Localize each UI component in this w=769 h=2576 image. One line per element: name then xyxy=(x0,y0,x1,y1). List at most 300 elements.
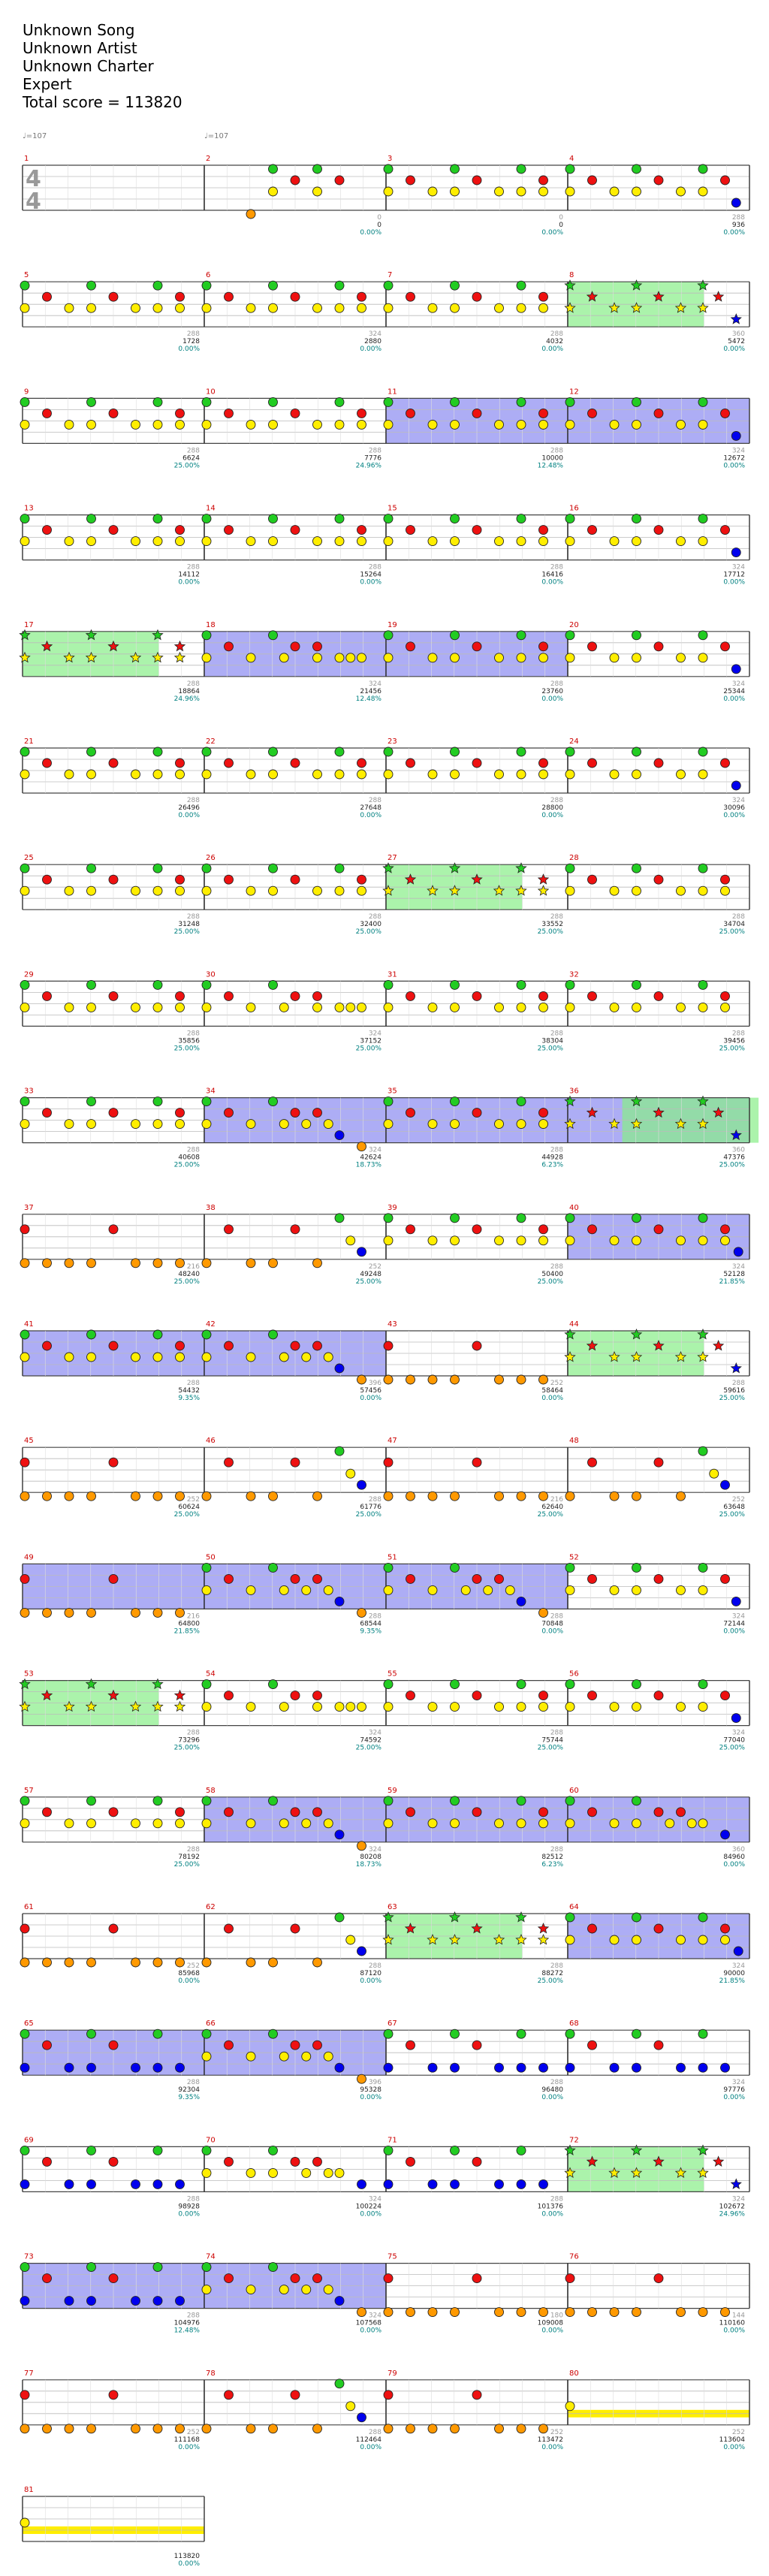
sp-percentage: 25.00% xyxy=(355,1045,381,1053)
note-yellow xyxy=(721,886,730,895)
note-red xyxy=(43,759,52,768)
note-yellow xyxy=(324,1819,333,1828)
note-green xyxy=(565,631,574,640)
sp-percentage: 6.23% xyxy=(541,1860,563,1869)
note-red xyxy=(43,2157,52,2166)
measure-number: 80 xyxy=(569,2369,579,2378)
note-yellow xyxy=(202,2285,211,2294)
prev-score: 288 xyxy=(368,1612,381,1621)
note-green xyxy=(153,1796,162,1805)
note-yellow xyxy=(20,537,29,546)
measure-number: 32 xyxy=(569,970,579,979)
measure-number: 77 xyxy=(24,2369,34,2378)
measure-number: 55 xyxy=(388,1670,397,1679)
prev-score: 288 xyxy=(368,1496,381,1504)
measure-number: 79 xyxy=(388,2369,397,2378)
note-orange xyxy=(202,1259,211,1268)
note-green xyxy=(202,1330,211,1339)
measure-score: 2880 xyxy=(364,338,381,346)
note-green xyxy=(269,1680,278,1689)
note-red xyxy=(539,176,548,185)
measure xyxy=(204,164,386,219)
prev-score: 324 xyxy=(368,2312,381,2320)
measure-number: 1 xyxy=(24,155,29,163)
note-green xyxy=(451,1563,460,1572)
measure-score: 50400 xyxy=(541,1270,563,1278)
note-red xyxy=(539,1225,548,1234)
note-red xyxy=(109,1341,118,1350)
note-yellow xyxy=(428,653,437,662)
note-red xyxy=(721,1691,730,1700)
note-red xyxy=(588,642,597,651)
note-yellow xyxy=(313,1703,322,1712)
note-yellow xyxy=(428,420,437,429)
prev-score: 288 xyxy=(550,797,563,804)
note-red xyxy=(109,1808,118,1817)
prev-score: 252 xyxy=(368,1262,381,1271)
measure-score: 6624 xyxy=(182,454,200,463)
note-yellow xyxy=(153,886,162,895)
note-blue xyxy=(335,1830,344,1839)
note-green xyxy=(153,1097,162,1106)
note-blue xyxy=(335,1131,344,1140)
note-red xyxy=(291,2041,300,2050)
measure-number: 7 xyxy=(388,271,393,280)
note-yellow xyxy=(176,1003,185,1012)
note-yellow xyxy=(346,1003,355,1012)
sp-percentage: 0.00% xyxy=(360,1395,381,1402)
measure xyxy=(202,1913,386,1967)
note-yellow xyxy=(632,1585,641,1594)
measure-number: 16 xyxy=(569,504,579,513)
note-green xyxy=(698,1446,707,1455)
note-blue xyxy=(357,2179,366,2188)
note-green xyxy=(20,281,29,290)
measure-number: 51 xyxy=(388,1553,397,1562)
note-yellow xyxy=(153,1353,162,1362)
note-red xyxy=(291,1109,300,1118)
note-red xyxy=(357,526,366,535)
note-yellow xyxy=(539,1819,548,1828)
note-yellow xyxy=(428,1819,437,1828)
note-red xyxy=(20,1458,29,1467)
sp-percentage: 0.00% xyxy=(723,1860,745,1869)
note-blue xyxy=(495,2179,504,2188)
measure-number: 40 xyxy=(569,1203,579,1212)
measure xyxy=(383,863,568,909)
note-yellow xyxy=(202,1120,211,1129)
measure-score: 0 xyxy=(377,222,381,229)
note-yellow xyxy=(698,1819,707,1828)
note-yellow xyxy=(565,653,574,662)
note-green xyxy=(517,980,526,989)
note-yellow xyxy=(131,1120,140,1129)
note-yellow xyxy=(279,1703,288,1712)
note-green xyxy=(153,1330,162,1339)
note-orange xyxy=(202,1492,211,1501)
note-red xyxy=(472,1109,481,1118)
note-yellow xyxy=(677,1935,686,1944)
note-green xyxy=(451,1214,460,1223)
note-orange xyxy=(451,1375,460,1384)
note-green xyxy=(87,397,96,406)
note-yellow xyxy=(335,886,344,895)
sp-percentage: 25.00% xyxy=(719,928,745,937)
note-blue xyxy=(698,2063,707,2072)
measure-number: 30 xyxy=(206,970,216,979)
note-yellow xyxy=(302,1120,311,1129)
note-green xyxy=(202,2029,211,2038)
note-red xyxy=(43,1808,52,1817)
measure-score: 10000 xyxy=(541,454,563,463)
note-green xyxy=(269,1796,278,1805)
measure-score: 107568 xyxy=(355,2319,381,2327)
note-red xyxy=(43,409,52,418)
measure-score: 77040 xyxy=(723,1736,745,1745)
note-orange xyxy=(176,1259,185,1268)
note-green xyxy=(451,514,460,523)
note-yellow xyxy=(357,420,366,429)
measure xyxy=(565,1680,749,1726)
prev-score: 324 xyxy=(731,2079,745,2087)
note-green xyxy=(269,1563,278,1572)
note-green xyxy=(153,980,162,989)
note-orange xyxy=(246,210,255,219)
note-yellow xyxy=(539,303,548,312)
note-yellow xyxy=(632,653,641,662)
note-green xyxy=(202,2263,211,2272)
note-yellow xyxy=(698,1703,707,1712)
note-red xyxy=(406,1691,415,1700)
measure-number: 24 xyxy=(569,738,579,746)
measure-score: 31248 xyxy=(178,921,200,929)
note-yellow xyxy=(539,1703,548,1712)
note-yellow xyxy=(313,653,322,662)
note-yellow xyxy=(610,1819,619,1828)
note-green xyxy=(87,2146,96,2155)
note-orange xyxy=(357,1608,366,1617)
note-green xyxy=(632,1913,641,1922)
note-blue xyxy=(731,1714,740,1723)
note-green xyxy=(384,1680,393,1689)
note-yellow xyxy=(495,1819,504,1828)
sp-percentage: 0.00% xyxy=(723,578,745,587)
prev-score: 324 xyxy=(731,680,745,688)
note-red xyxy=(291,292,300,301)
measure-number: 3 xyxy=(388,155,393,163)
note-green xyxy=(565,980,574,989)
measure xyxy=(20,397,204,443)
note-orange xyxy=(202,2424,211,2433)
sp-percentage: 0.00% xyxy=(723,462,745,470)
note-green xyxy=(202,631,211,640)
note-orange xyxy=(406,1492,415,1501)
note-green xyxy=(698,1563,707,1572)
note-green xyxy=(87,864,96,873)
prev-score: 360 xyxy=(731,1146,745,1154)
sp-percentage: 0.00% xyxy=(723,2327,745,2335)
note-yellow xyxy=(153,537,162,546)
measure xyxy=(384,631,568,677)
sp-percentage: 0.00% xyxy=(178,2443,200,2451)
note-yellow xyxy=(495,1003,504,1012)
note-yellow xyxy=(565,537,574,546)
note-red xyxy=(472,1808,481,1817)
note-red xyxy=(721,991,730,1000)
sp-percentage: 0.00% xyxy=(541,2443,563,2451)
prev-score: 288 xyxy=(550,563,563,572)
note-red xyxy=(291,1341,300,1350)
note-yellow xyxy=(495,420,504,429)
note-yellow xyxy=(539,770,548,779)
note-green xyxy=(632,514,641,523)
charter-name: Unknown Charter xyxy=(23,57,154,75)
prev-score: 288 xyxy=(186,447,200,455)
note-green xyxy=(20,2029,29,2038)
note-yellow xyxy=(698,420,707,429)
note-yellow xyxy=(20,1003,29,1012)
note-yellow xyxy=(384,770,393,779)
note-red xyxy=(291,2274,300,2283)
note-orange xyxy=(20,1608,29,1617)
measure-score: 18864 xyxy=(178,687,200,695)
note-blue xyxy=(721,1480,730,1489)
note-yellow xyxy=(269,537,278,546)
sp-percentage: 0.00% xyxy=(178,812,200,819)
prev-score: 324 xyxy=(368,1729,381,1737)
note-red xyxy=(313,1341,322,1350)
measure-number: 12 xyxy=(569,388,579,397)
measure xyxy=(384,281,568,327)
measure-number: 15 xyxy=(388,504,397,513)
note-yellow xyxy=(451,537,460,546)
note-orange xyxy=(176,2424,185,2433)
note-yellow xyxy=(539,1236,548,1245)
measure-number: 26 xyxy=(206,854,216,863)
note-red xyxy=(721,526,730,535)
note-red xyxy=(357,759,366,768)
sp-percentage: 21.85% xyxy=(719,1977,745,1985)
note-green xyxy=(153,397,162,406)
note-green xyxy=(153,2029,162,2038)
note-yellow xyxy=(539,537,548,546)
measure xyxy=(565,1796,749,1842)
note-blue xyxy=(357,1947,366,1956)
note-yellow xyxy=(202,2168,211,2177)
note-red xyxy=(225,1691,234,1700)
note-yellow xyxy=(517,1003,526,1012)
note-red xyxy=(176,1341,185,1350)
note-yellow xyxy=(428,303,437,312)
note-red xyxy=(43,1341,52,1350)
prev-score: 324 xyxy=(731,447,745,455)
note-green xyxy=(565,1796,574,1805)
measure xyxy=(202,281,386,327)
sp-percentage: 0.00% xyxy=(360,1977,381,1985)
note-yellow xyxy=(20,2518,29,2527)
note-yellow xyxy=(176,303,185,312)
note-green xyxy=(698,980,707,989)
note-yellow xyxy=(131,770,140,779)
note-red xyxy=(654,759,663,768)
note-yellow xyxy=(665,1819,674,1828)
measure xyxy=(20,1214,204,1268)
note-yellow xyxy=(153,420,162,429)
note-red xyxy=(539,1109,548,1118)
measure-number: 2 xyxy=(206,155,211,163)
measure-number: 37 xyxy=(24,1203,34,1212)
note-yellow xyxy=(451,303,460,312)
prev-score: 288 xyxy=(368,913,381,922)
prev-score: 252 xyxy=(731,2428,745,2436)
measure-score: 0 xyxy=(559,222,563,229)
note-yellow xyxy=(610,1935,619,1944)
note-red xyxy=(291,1924,300,1933)
note-green xyxy=(384,1097,393,1106)
note-orange xyxy=(451,2308,460,2317)
measure-score: 96480 xyxy=(541,2086,563,2095)
note-red xyxy=(588,1808,597,1817)
note-orange xyxy=(176,1958,185,1967)
note-green xyxy=(335,397,344,406)
note-blue xyxy=(131,2297,140,2306)
note-yellow xyxy=(384,1120,393,1129)
measure-score: 32400 xyxy=(360,921,381,929)
prev-score: 288 xyxy=(368,447,381,455)
sp-percentage: 25.00% xyxy=(173,1860,200,1869)
note-orange xyxy=(384,2424,393,2433)
note-blue xyxy=(20,2297,29,2306)
prev-score: 324 xyxy=(731,563,745,572)
note-yellow xyxy=(87,420,96,429)
note-orange xyxy=(65,1259,74,1268)
note-yellow xyxy=(20,1353,29,1362)
note-green xyxy=(517,1796,526,1805)
note-yellow xyxy=(610,653,619,662)
note-blue xyxy=(734,1247,743,1256)
note-orange xyxy=(357,1842,366,1851)
prev-score: 288 xyxy=(550,1262,563,1271)
measure-number: 74 xyxy=(206,2252,216,2261)
note-yellow xyxy=(87,537,96,546)
note-yellow xyxy=(517,1819,526,1828)
measure-score: 113820 xyxy=(173,2553,200,2560)
note-red xyxy=(588,1225,597,1234)
note-blue xyxy=(20,2179,29,2188)
prev-score: 288 xyxy=(550,2079,563,2087)
measure-score: 49248 xyxy=(360,1270,381,1278)
note-red xyxy=(291,1691,300,1700)
note-red xyxy=(20,1574,29,1583)
prev-score: 288 xyxy=(186,680,200,688)
time-signature-top: 4 xyxy=(26,166,41,192)
prev-score: 288 xyxy=(731,1030,745,1038)
note-red xyxy=(539,1808,548,1817)
note-yellow xyxy=(565,1003,574,1012)
note-orange xyxy=(632,2308,641,2317)
measure-number: 47 xyxy=(388,1437,397,1446)
note-red xyxy=(406,991,415,1000)
note-green xyxy=(153,2146,162,2155)
note-yellow xyxy=(428,1120,437,1129)
measure-number: 36 xyxy=(569,1087,579,1096)
note-yellow xyxy=(153,1819,162,1828)
sp-percentage: 25.00% xyxy=(173,1277,200,1286)
note-blue xyxy=(87,2179,96,2188)
note-yellow xyxy=(65,1819,74,1828)
note-yellow xyxy=(269,770,278,779)
note-orange xyxy=(65,1492,74,1501)
note-red xyxy=(539,642,548,651)
sp-percentage: 0.00% xyxy=(360,2210,381,2219)
measure xyxy=(384,1680,568,1726)
note-yellow xyxy=(246,1585,255,1594)
note-yellow xyxy=(324,2285,333,2294)
note-yellow xyxy=(677,886,686,895)
sp-percentage: 18.73% xyxy=(355,1860,381,1869)
note-yellow xyxy=(131,537,140,546)
note-red xyxy=(291,1458,300,1467)
measure-score: 14112 xyxy=(178,571,200,579)
prev-score: 396 xyxy=(368,1380,381,1387)
note-green xyxy=(269,631,278,640)
note-red xyxy=(313,1808,322,1817)
measure-number: 57 xyxy=(24,1786,34,1795)
note-red xyxy=(588,1924,597,1933)
note-red xyxy=(225,991,234,1000)
note-green xyxy=(335,1913,344,1922)
note-yellow xyxy=(565,420,574,429)
note-red xyxy=(406,526,415,535)
note-red xyxy=(291,875,300,884)
note-yellow xyxy=(610,1003,619,1012)
note-red xyxy=(291,991,300,1000)
note-orange xyxy=(357,2308,366,2317)
note-red xyxy=(176,875,185,884)
note-yellow xyxy=(632,886,641,895)
note-red xyxy=(291,176,300,185)
measure-number: 68 xyxy=(569,2019,579,2029)
sp-percentage: 0.00% xyxy=(360,2094,381,2102)
note-yellow xyxy=(677,653,686,662)
note-orange xyxy=(20,1259,29,1268)
note-green xyxy=(335,2379,344,2388)
sp-percentage: 25.00% xyxy=(355,928,381,937)
note-blue xyxy=(176,2179,185,2188)
note-red xyxy=(588,759,597,768)
note-yellow xyxy=(153,1003,162,1012)
note-orange xyxy=(65,2424,74,2433)
note-red xyxy=(291,1808,300,1817)
note-yellow xyxy=(495,537,504,546)
measure-number: 81 xyxy=(24,2486,34,2494)
note-red xyxy=(654,1808,663,1817)
note-yellow xyxy=(357,770,366,779)
note-green xyxy=(565,164,574,173)
note-green xyxy=(698,514,707,523)
measure xyxy=(202,631,386,677)
note-red xyxy=(176,526,185,535)
note-yellow xyxy=(451,770,460,779)
note-orange xyxy=(131,1608,140,1617)
note-red xyxy=(109,2390,118,2400)
measure-score: 111168 xyxy=(173,2436,200,2444)
note-orange xyxy=(43,1259,52,1268)
note-yellow xyxy=(451,420,460,429)
note-red xyxy=(43,292,52,301)
measure xyxy=(202,1446,386,1501)
measure-score: 112464 xyxy=(355,2436,381,2444)
